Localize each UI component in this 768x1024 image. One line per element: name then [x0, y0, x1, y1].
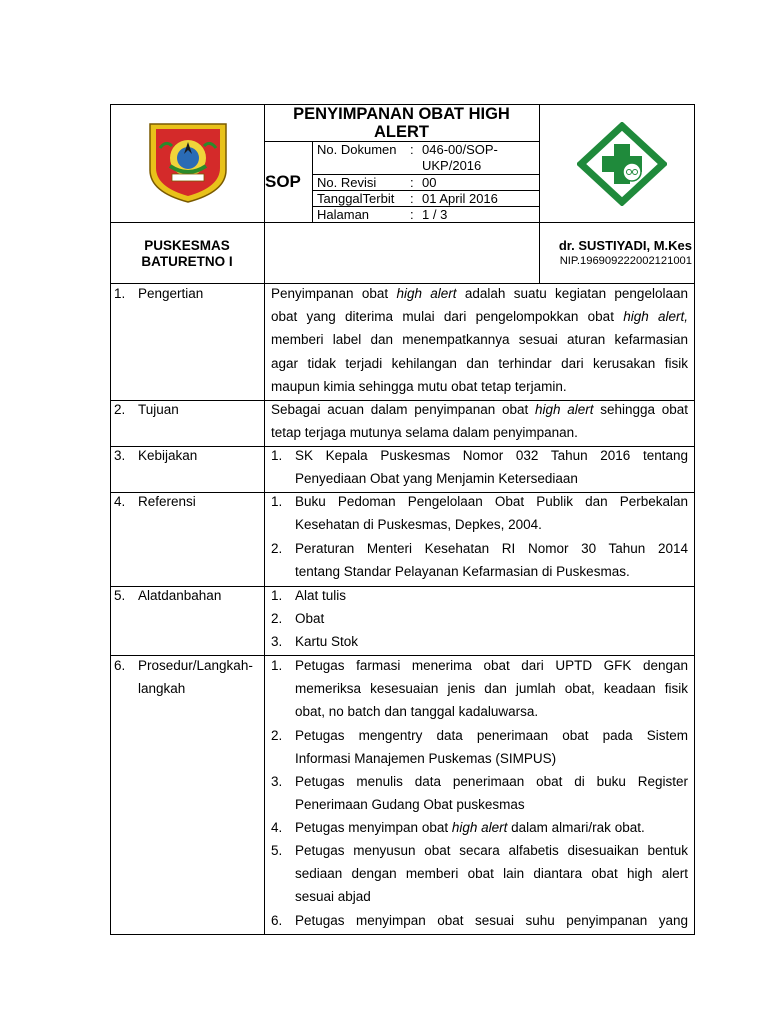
section-2-label: Tujuan: [138, 402, 179, 417]
section-1-line-2: obat yang diterima mulai dari pengelompokkan obat high alert,: [271, 309, 688, 325]
organization-line-1: PUSKESMAS: [144, 238, 230, 253]
section-6-label-line-1: Prosedur/Langkah-: [138, 658, 253, 673]
signer-name: dr. SUSTIYADI, M.Kes: [558, 238, 692, 253]
section-5-item-3: 3. Kartu Stok: [271, 634, 359, 649]
section-5-number: 5.: [114, 588, 126, 603]
section-6-label-line-2: langkah: [138, 681, 186, 696]
signer-nip: NIP.196909222002121001: [559, 255, 692, 267]
issue-date-colon: :: [410, 191, 414, 206]
organization-name: [110, 238, 264, 270]
section-1-label: Pengertian: [138, 286, 204, 301]
doc-number-value-2: UKP/2016: [422, 158, 482, 173]
section-6-item-5: 5. Petugas menyusun obat secara alfabetis disesuaikan bentuk sediaan dengan memberi obat lain diantara obat high alert sesuai abjad: [271, 843, 688, 905]
section-2-line-2: tetap terjaga mutunya selama dalam penyimpanan.: [271, 425, 578, 441]
section-3-number: 3.: [114, 448, 126, 463]
section-2-line-1: Sebagai acuan dalam penyimpanan obat high alert sehingga obat: [271, 402, 688, 417]
section-6-item-1: 1. Petugas farmasi menerima obat dari UPTD GFK dengan memeriksa kesesuaian jenis dan jumlah obat, keadaan fisik obat, no batch dan tanggal kadaluwarsa.: [271, 658, 688, 720]
section-1-line-5: maupun kimia sehingga mutu obat tetap terjamin.: [271, 378, 567, 394]
sop-label: SOP: [265, 172, 301, 191]
section-6-number: 6.: [114, 658, 126, 673]
section-6-item-2: 2. Petugas mengentry data penerimaan obat pada Sistem Informasi Manajemen Puskemas (SIMPUS): [271, 728, 688, 767]
document-title-line-2: ALERT: [374, 123, 429, 141]
section-2-body: [271, 398, 688, 444]
doc-number-value-1: 046-00/SOP-: [422, 142, 498, 157]
section-5-label: Alatdanbahan: [138, 588, 222, 603]
section-4-item-1: 1. Buku Pedoman Pengelolaan Obat Publik dan Perbekalan Kesehatan di Puskesmas, Depkes, 2004.: [271, 494, 688, 533]
issue-date-label: TanggalTerbit: [317, 191, 395, 206]
doc-number-label: No. Dokumen: [317, 142, 397, 157]
regency-crest-logo: [146, 120, 230, 204]
section-3-label: Kebijakan: [138, 448, 198, 463]
section-3-item-1: 1. SK Kepala Puskesmas Nomor 032 Tahun 2016 tentang Penyediaan Obat yang Menjamin Ketersediaan: [271, 448, 688, 487]
page-value: 1 / 3: [422, 207, 448, 222]
section-5-item-2: 2. Obat: [271, 611, 325, 626]
page-label: Halaman: [317, 207, 370, 222]
section-1-line-3: memberi label dan menempatkannya sesuai aturan kefarmasian: [271, 332, 688, 348]
revision-colon: :: [410, 175, 414, 190]
section-6-item-4: 4. Petugas menyimpan obat high alert dalam almari/rak obat.: [271, 820, 645, 835]
section-4-item-2: 2. Peraturan Menteri Kesehatan RI Nomor 30 Tahun 2014 tentang Standar Pelayanan Kefarmasian di Puskesmas.: [271, 541, 688, 580]
puskesmas-cross-logo: [577, 122, 667, 206]
document-title-line-1: PENYIMPANAN OBAT HIGH: [293, 105, 510, 123]
issue-date-value: 01 April 2016: [422, 191, 498, 206]
organization-line-2: BATURETNO I: [141, 254, 233, 269]
section-1-line-1: Penyimpanan obat high alert adalah suatu kegiatan pengelolaan: [271, 286, 688, 301]
section-4-number: 4.: [114, 494, 126, 509]
section-5-item-1: 1. Alat tulis: [271, 588, 347, 603]
section-2-number: 2.: [114, 402, 126, 417]
section-4-label: Referensi: [138, 494, 196, 509]
document-title: [264, 104, 539, 142]
section-1-number: 1.: [114, 286, 126, 301]
section-1-body: [271, 282, 688, 398]
section-6-item-3: 3. Petugas menulis data penerimaan obat di buku Register Penerimaan Gudang Obat puskesmas: [271, 774, 688, 813]
doc-number-colon: :: [410, 142, 414, 157]
section-6-item-6: 6. Petugas menyimpan obat sesuai suhu penyimpanan yang: [271, 913, 688, 928]
revision-value: 00: [422, 175, 437, 190]
section-1-line-4: agar tidak terjadi kehilangan dan terhindar dari kerusakan fisik: [271, 355, 688, 371]
revision-label: No. Revisi: [317, 175, 377, 190]
page-colon: :: [410, 207, 414, 222]
